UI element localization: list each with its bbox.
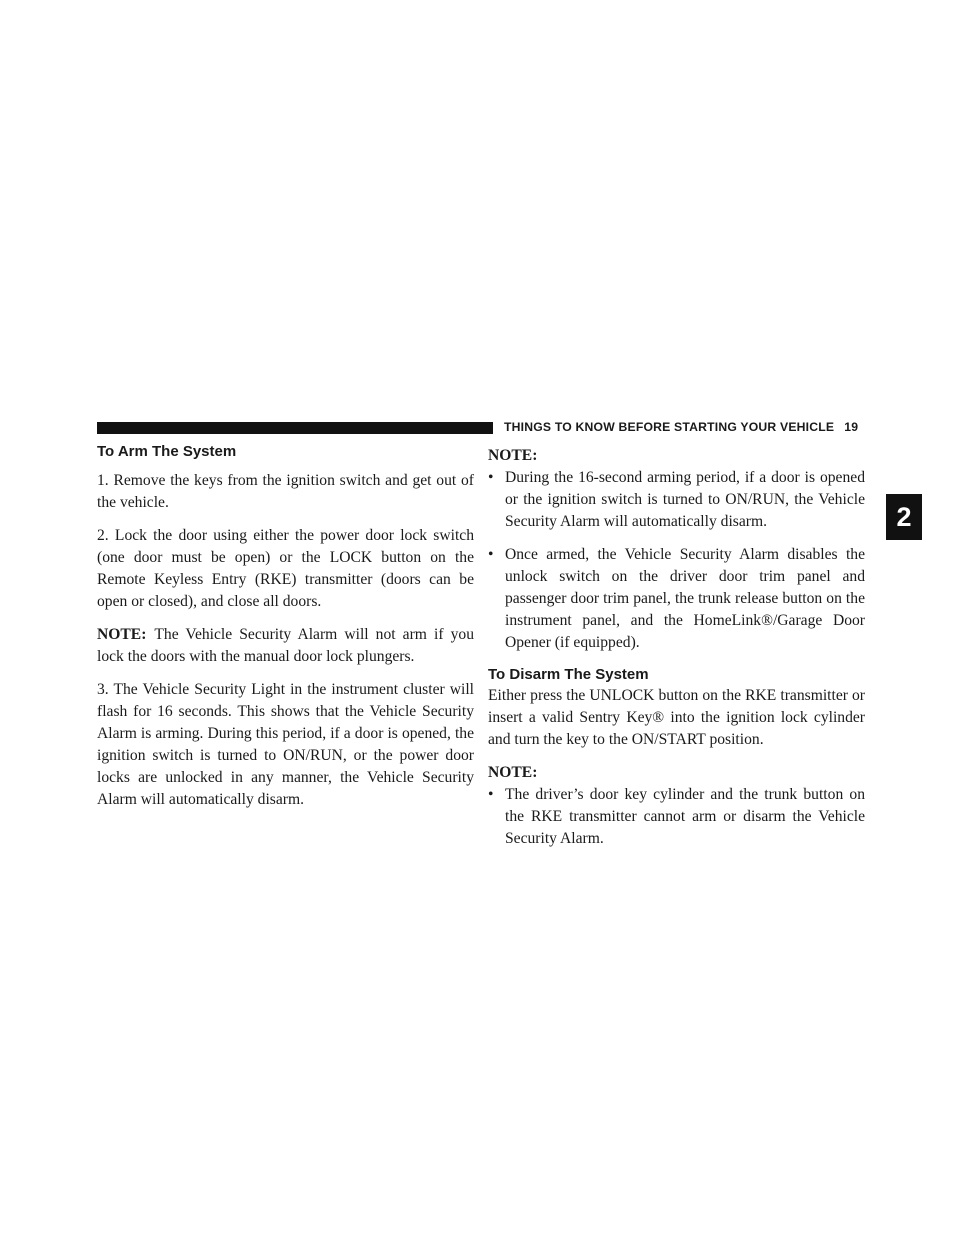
note-label: NOTE: <box>97 626 147 643</box>
left-column <box>97 442 474 822</box>
page-number: 19 <box>844 420 859 434</box>
section-title: THINGS TO KNOW BEFORE STARTING YOUR VEHICLE <box>504 420 835 434</box>
list-item: • Once armed, the Vehicle Security Alarm disables the unlock switch on the driver door trim panel and passenger door trim panel, the trunk release button on the instrument panel, and the HomeLink®/Garage Door Opener (if equipped). <box>488 546 865 651</box>
disarm-notes-list <box>488 784 865 850</box>
disarm-text: Either press the UNLOCK button on the RKE transmitter or insert a valid Sentry Key® into the ignition lock cylinder and turn the key to the ON/START position. <box>488 687 865 748</box>
note-label: NOTE: <box>488 764 538 781</box>
arm-step-2: 2. Lock the door using either the power door lock switch (one door must be open) or the LOCK button on the Remote Keyless Entry (RKE) transmitter (doors can be open or closed), and close all doors. <box>97 527 474 610</box>
arming-notes-list <box>488 467 865 654</box>
bullet-icon: • <box>488 469 494 486</box>
note-label: NOTE: <box>488 447 538 464</box>
arm-note <box>97 624 474 668</box>
bullet-icon: • <box>488 786 494 803</box>
chapter-tab: 2 <box>886 494 922 540</box>
disarm-system-heading: To Disarm The System <box>488 666 649 683</box>
header-rule <box>97 422 493 434</box>
list-item: • The driver’s door key cylinder and the trunk button on the RKE transmitter cannot arm or disarm the Vehicle Security Alarm. <box>488 786 865 847</box>
right-column <box>488 445 865 861</box>
note-text: The Vehicle Security Alarm will not arm if you lock the doors with the manual door lock plungers. <box>97 626 474 665</box>
arm-step-1: 1. Remove the keys from the ignition switch and get out of the vehicle. <box>97 472 474 511</box>
arm-step-3: 3. The Vehicle Security Light in the instrument cluster will flash for 16 seconds. This shows that the Vehicle Security Alarm is arming. During this period, if a door is opened, the ignition switch is turned to ON/RUN, or the power door locks are unlocked in any manner, the Vehicle Security Alarm will automatically disarm. <box>97 681 474 808</box>
list-item: • During the 16-second arming period, if a door is opened or the ignition switch is turned to ON/RUN, the Vehicle Security Alarm will automatically disarm. <box>488 469 865 530</box>
arm-system-heading: To Arm The System <box>97 443 237 460</box>
bullet-icon: • <box>488 546 494 563</box>
running-header <box>504 419 868 435</box>
